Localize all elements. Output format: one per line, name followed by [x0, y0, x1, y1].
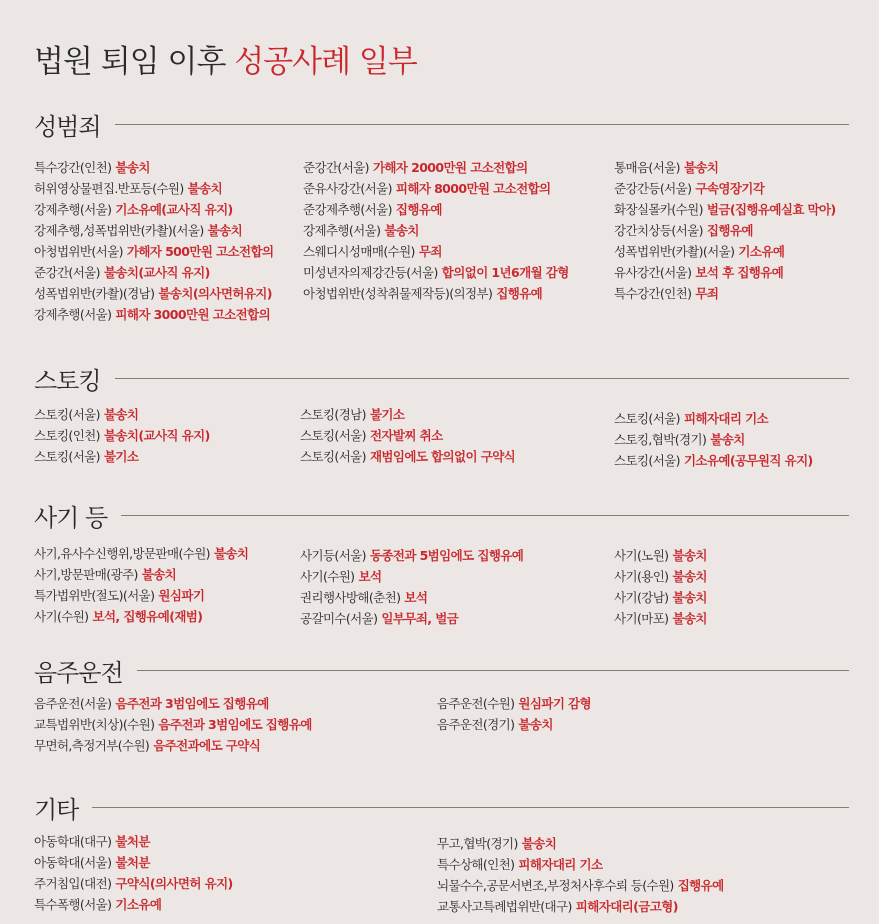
case-name: 준강간등(서울) [614, 181, 692, 196]
case-item [614, 408, 813, 429]
case-item [300, 425, 515, 446]
case-result: 불기소 [369, 407, 405, 422]
case-item [614, 199, 836, 220]
case-result: 불송치 [207, 223, 243, 238]
case-result: 불송치(교사직 유지) [103, 265, 210, 280]
case-item [614, 429, 813, 450]
case-item [34, 714, 312, 735]
case-item [300, 566, 523, 587]
case-name: 준강제추행(서울) [303, 202, 392, 217]
case-name: 준강간(서울) [303, 160, 369, 175]
case-result: 불송치 [683, 160, 719, 175]
case-item [300, 545, 523, 566]
case-item [34, 283, 273, 304]
case-name: 유사강간(서울) [614, 265, 692, 280]
case-result: 불송치(교사직 유지) [103, 428, 210, 443]
case-result: 불송치 [521, 836, 557, 851]
case-result: 불송치 [115, 160, 150, 175]
case-name: 통매음(서울) [614, 160, 680, 175]
case-result: 기소유예 [115, 897, 162, 912]
sex-crime-col-3 [614, 157, 836, 304]
case-result: 보석 후 집행유예 [695, 265, 784, 280]
section-title: 음주운전 [34, 658, 123, 687]
case-result: 불처분 [115, 855, 150, 870]
case-item [300, 587, 523, 608]
case-name: 특수상해(인천) [437, 857, 515, 872]
case-name: 준유사강간(서울) [303, 181, 392, 196]
case-name: 무고,협박(경기) [437, 836, 518, 851]
case-name: 스토킹(서울) [300, 449, 366, 464]
section-divider [115, 378, 849, 379]
section-dui-header [34, 650, 849, 690]
case-name: 특가법위반(절도)(서울) [34, 588, 155, 603]
case-item [34, 585, 248, 606]
case-item [614, 450, 813, 471]
case-name: 스토킹(서울) [300, 428, 366, 443]
case-name: 강제추행(서울) [34, 202, 112, 217]
case-name: 주거침입(대전) [34, 876, 112, 891]
case-result: 구약식(의사면허 유지) [115, 876, 233, 891]
case-name: 사기(용인) [614, 569, 669, 584]
fraud-col-1 [34, 543, 248, 627]
case-item [614, 545, 707, 566]
case-result: 피해자대리 기소 [518, 857, 603, 872]
case-result: 벌금(집행유예실효 막아) [706, 202, 836, 217]
case-item [300, 404, 515, 425]
case-result: 동종전과 5범임에도 집행유예 [369, 548, 524, 563]
page-title [34, 36, 417, 81]
case-name: 음주운전(수원) [437, 696, 515, 711]
case-item [303, 283, 569, 304]
case-name: 준강간(서울) [34, 265, 100, 280]
case-name: 사기(노원) [614, 548, 669, 563]
case-item [34, 425, 210, 446]
case-result: 가해자 2000만원 고소전합의 [372, 160, 528, 175]
case-name: 사기(마포) [614, 611, 669, 626]
case-name: 교통사고특례법위반(대구) [437, 899, 572, 914]
case-item [437, 896, 724, 917]
case-name: 스토킹(인천) [34, 428, 100, 443]
case-item [34, 564, 248, 585]
case-name: 미성년자의제강간등(서울) [303, 265, 438, 280]
case-item [34, 157, 273, 178]
stalking-col-3 [614, 408, 813, 471]
stalking-col-1 [34, 404, 210, 467]
case-name: 음주운전(경기) [437, 717, 515, 732]
section-divider [92, 807, 849, 808]
case-result: 피해자 8000만원 고소전합의 [395, 181, 551, 196]
case-result: 불송치 [518, 717, 553, 732]
case-result: 기소유예(교사직 유지) [115, 202, 233, 217]
case-result: 일부무죄, 벌금 [381, 611, 459, 626]
case-result: 피해자 3000만원 고소전합의 [115, 307, 271, 322]
dui-col-1 [34, 693, 312, 756]
case-result: 음주전과 3범임에도 집행유예 [115, 696, 269, 711]
case-name: 공갈미수(서울) [300, 611, 378, 626]
dui-col-2 [437, 693, 591, 735]
sex-crime-col-2 [303, 157, 569, 304]
fraud-col-2 [300, 545, 523, 629]
case-name: 스토킹(서울) [34, 449, 100, 464]
case-item [34, 693, 312, 714]
case-result: 기소유예(공무원직 유지) [683, 453, 813, 468]
case-result: 불송치(의사면허유지) [158, 286, 272, 301]
case-result: 무죄 [418, 244, 442, 259]
case-name: 사기,방문판매(광주) [34, 567, 138, 582]
case-item [34, 852, 233, 873]
case-result: 원심파기 [158, 588, 205, 603]
section-other-header [34, 787, 849, 827]
sex-crime-col-1 [34, 157, 273, 325]
case-item [300, 446, 515, 467]
case-result: 불처분 [115, 834, 150, 849]
case-result: 보석, 집행유예(재범) [92, 609, 203, 624]
case-item [614, 283, 836, 304]
case-name: 스토킹,협박(경기) [614, 432, 707, 447]
case-item [614, 157, 836, 178]
case-item [34, 606, 248, 627]
case-item [614, 241, 836, 262]
case-result: 전자발찌 취소 [369, 428, 443, 443]
case-item [437, 833, 724, 854]
case-result: 음주전과 3범임에도 집행유예 [158, 717, 312, 732]
case-name: 특수폭행(서울) [34, 897, 112, 912]
section-fraud-header [34, 495, 849, 535]
case-item [34, 199, 273, 220]
case-name: 강간치상등(서울) [614, 223, 703, 238]
case-item [437, 875, 724, 896]
case-result: 불송치 [213, 546, 249, 561]
section-title: 성범죄 [34, 112, 101, 141]
case-item [303, 220, 569, 241]
case-name: 스웨디시성매매(수원) [303, 244, 415, 259]
case-item [614, 587, 707, 608]
case-name: 스토킹(서울) [34, 407, 100, 422]
case-result: 집행유예 [395, 202, 442, 217]
case-item [303, 262, 569, 283]
case-result: 피해자대리 기소 [683, 411, 769, 426]
other-col-1 [34, 831, 233, 915]
case-item [614, 262, 836, 283]
section-title: 사기 등 [34, 503, 108, 532]
other-col-2 [437, 833, 724, 917]
case-item [303, 241, 569, 262]
section-stalking-header [34, 358, 849, 398]
case-name: 스토킹(서울) [614, 453, 680, 468]
case-result: 무죄 [695, 286, 719, 301]
case-result: 집행유예 [677, 878, 724, 893]
case-item [34, 262, 273, 283]
case-result: 피해자대리(금고형) [575, 899, 678, 914]
case-name: 화장실몰카(수원) [614, 202, 703, 217]
case-result: 기소유예 [738, 244, 785, 259]
case-item [437, 693, 591, 714]
case-result: 원심파기 감형 [518, 696, 592, 711]
case-item [34, 404, 210, 425]
case-name: 권리행사방해(춘천) [300, 590, 401, 605]
case-name: 성폭법위반(카촬)(경남) [34, 286, 155, 301]
case-item [614, 178, 836, 199]
case-item [303, 199, 569, 220]
case-result: 합의없이 1년6개월 감형 [441, 265, 569, 280]
case-name: 뇌물수수,공문서변조,부정처사후수뢰 등(수원) [437, 878, 674, 893]
case-name: 스토킹(경남) [300, 407, 366, 422]
case-item [34, 873, 233, 894]
case-result: 불송치 [672, 590, 707, 605]
case-name: 허위영상물편집.반포등(수원) [34, 181, 184, 196]
case-item [303, 157, 569, 178]
case-name: 무면허,측정거부(수원) [34, 738, 150, 753]
stalking-col-2 [300, 404, 515, 467]
section-divider [137, 670, 849, 671]
case-name: 음주운전(서울) [34, 696, 112, 711]
case-result: 집행유예 [706, 223, 753, 238]
case-name: 교특법위반(치상)(수원) [34, 717, 155, 732]
case-name: 아동학대(대구) [34, 834, 112, 849]
case-name: 특수강간(인천) [614, 286, 692, 301]
case-name: 사기,유사수신행위,방문판매(수원) [34, 546, 210, 561]
case-item [300, 608, 523, 629]
case-name: 아동학대(서울) [34, 855, 112, 870]
case-item [34, 304, 273, 325]
case-item [614, 608, 707, 629]
case-item [614, 566, 707, 587]
case-item [437, 854, 724, 875]
case-result: 불송치 [672, 548, 707, 563]
case-name: 강제추행(서울) [34, 307, 112, 322]
case-result: 불송치 [710, 432, 745, 447]
case-name: 사기(수원) [300, 569, 355, 584]
case-name: 사기(강남) [614, 590, 669, 605]
case-result: 보석 [404, 590, 428, 605]
section-sex-crime-header [34, 104, 849, 144]
case-item [614, 220, 836, 241]
section-title: 기타 [34, 795, 79, 824]
fraud-col-3 [614, 545, 707, 629]
case-name: 스토킹(서울) [614, 411, 680, 426]
case-item [34, 894, 233, 915]
case-name: 강제추행,성폭법위반(카촬)(서울) [34, 223, 204, 238]
case-result: 구속영장기각 [695, 181, 765, 196]
case-result: 불송치 [103, 407, 139, 422]
case-result: 불송치 [672, 611, 707, 626]
case-item [34, 446, 210, 467]
case-item [34, 831, 233, 852]
case-result: 보석 [358, 569, 382, 584]
case-name: 아청법위반(서울) [34, 244, 123, 259]
case-result: 불송치 [187, 181, 223, 196]
case-result: 불기소 [103, 449, 139, 464]
case-result: 재범임에도 합의없이 구약식 [369, 449, 516, 464]
case-name: 성폭법위반(카촬)(서울) [614, 244, 735, 259]
case-result: 불송치 [672, 569, 707, 584]
case-item [34, 735, 312, 756]
case-result: 가해자 500만원 고소전합의 [126, 244, 274, 259]
page-title-lead: 법원 퇴임 이후 [34, 44, 235, 80]
case-result: 불송치 [384, 223, 419, 238]
case-item [437, 714, 591, 735]
section-divider [121, 515, 849, 516]
case-item [34, 241, 273, 262]
case-item [34, 178, 273, 199]
case-item [303, 178, 569, 199]
case-item [34, 543, 248, 564]
case-name: 특수강간(인천) [34, 160, 112, 175]
case-name: 아청법위반(성착취물제작등)(의정부) [303, 286, 493, 301]
case-result: 음주전과에도 구약식 [153, 738, 261, 753]
case-item [34, 220, 273, 241]
section-title: 스토킹 [34, 366, 101, 395]
case-result: 불송치 [141, 567, 177, 582]
case-result: 집행유예 [496, 286, 543, 301]
section-divider [115, 124, 849, 125]
page-title-accent: 성공사례 일부 [234, 44, 417, 80]
case-name: 사기(수원) [34, 609, 89, 624]
case-name: 사기등(서울) [300, 548, 366, 563]
case-name: 강제추행(서울) [303, 223, 381, 238]
